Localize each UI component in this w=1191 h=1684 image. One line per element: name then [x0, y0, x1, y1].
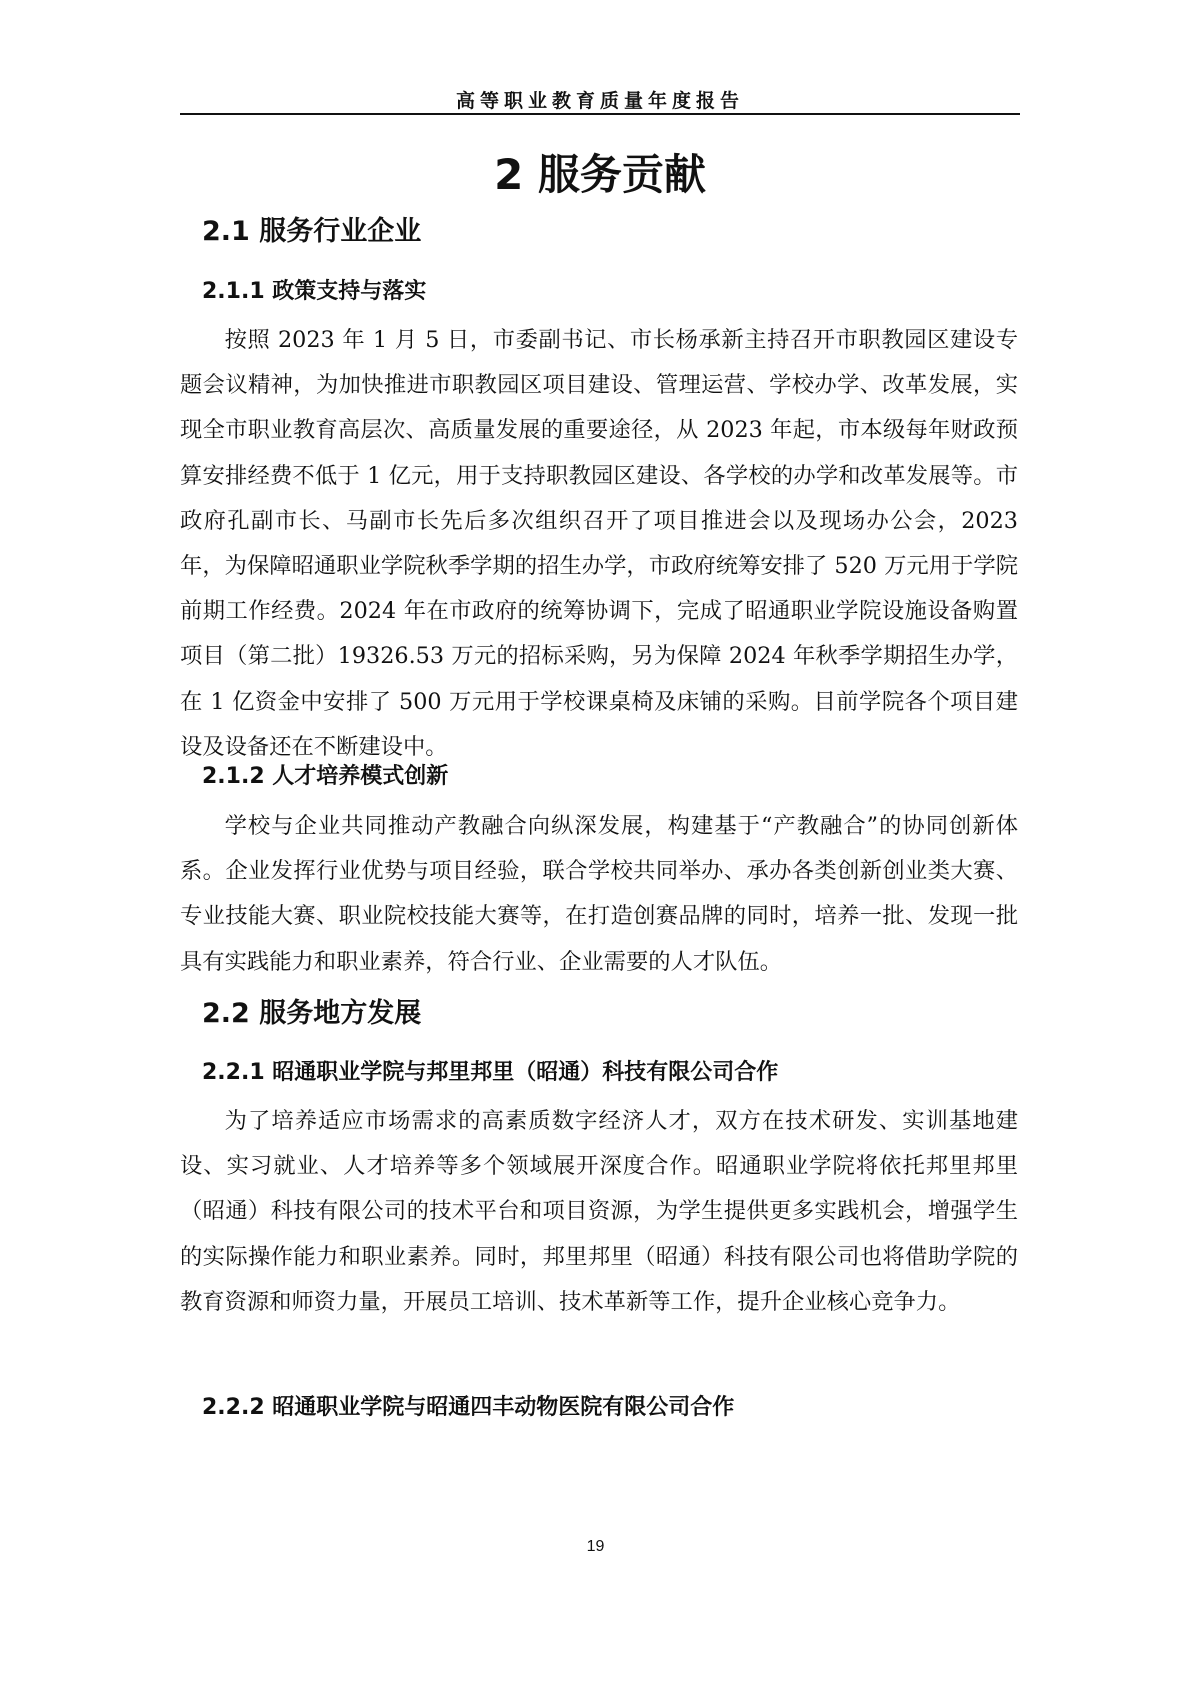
paragraph-2-1-2: 学校与企业共同推动产教融合向纵深发展，构建基于“产教融合”的协同创新体系。企业发挥行业优势与项目经验，联合学校共同举办、承办各类创新创业类大赛、专业技能大赛、职业院校技能大赛等，在打造创赛品牌的同时，培养一批、发现一批具有实践能力和职业素养，符合行业、企业需要的人才队伍。: [180, 813, 1018, 975]
subsection-heading-2-1-1: 2.1.1 政策支持与落实: [202, 279, 427, 304]
subsection-heading-2-2-1: 2.2.1 昭通职业学院与邦里邦里（昭通）科技有限公司合作: [202, 1060, 779, 1085]
chapter-title: 2 服务贡献: [494, 150, 706, 199]
header-rule: [180, 113, 1020, 115]
paragraph-2-1-1: 按照 2023 年 1 月 5 日，市委副书记、市长杨承新主持召开市职教园区建设专题会议精神，为加快推进市职教园区项目建设、管理运营、学校办学、改革发展，实现全市职业教育高层次、高质量发展的重要途径，从 2023 年起，市本级每年财政预算安排经费不低于 1 亿元，用于支持职教园区建设、各学校的办学和改革发展等。市政府孔副市长、马副市长先后多次组织召开了项目推进会以及现场办公会，2023 年，为保障昭通职业学院秋季学期的招生办学，市政府统筹安排了 520 万元用于学院前期工作经费。2024 年在市政府的统筹协调下，完成了昭通职业学院设施设备购置项目（第二批）19326.53 万元的招标采购，另为保障 2024 年秋季学期招生办学，在 1 亿资金中安排了 500 万元用于学校课桌椅及床铺的采购。目前学院各个项目建设及设备还在不断建设中。: [180, 327, 1018, 760]
subsection-heading-2-2-2: 2.2.2 昭通职业学院与昭通四丰动物医院有限公司合作: [202, 1395, 735, 1420]
section-heading-2-2: 2.2 服务地方发展: [202, 998, 422, 1029]
paragraph-2-2-1: 为了培养适应市场需求的高素质数字经济人才，双方在技术研发、实训基地建设、实习就业、人才培养等多个领域展开深度合作。昭通职业学院将依托邦里邦里（昭通）科技有限公司的技术平台和项目资源，为学生提供更多实践机会，增强学生的实际操作能力和职业素养。同时，邦里邦里（昭通）科技有限公司也将借助学院的教育资源和师资力量，开展员工培训、技术革新等工作，提升企业核心竞争力。: [180, 1108, 1018, 1315]
page-number: 19: [586, 1538, 605, 1555]
section-heading-2-1: 2.1 服务行业企业: [202, 216, 422, 247]
running-header: 高等职业教育质量年度报告: [455, 90, 744, 112]
subsection-heading-2-1-2: 2.1.2 人才培养模式创新: [202, 764, 449, 789]
